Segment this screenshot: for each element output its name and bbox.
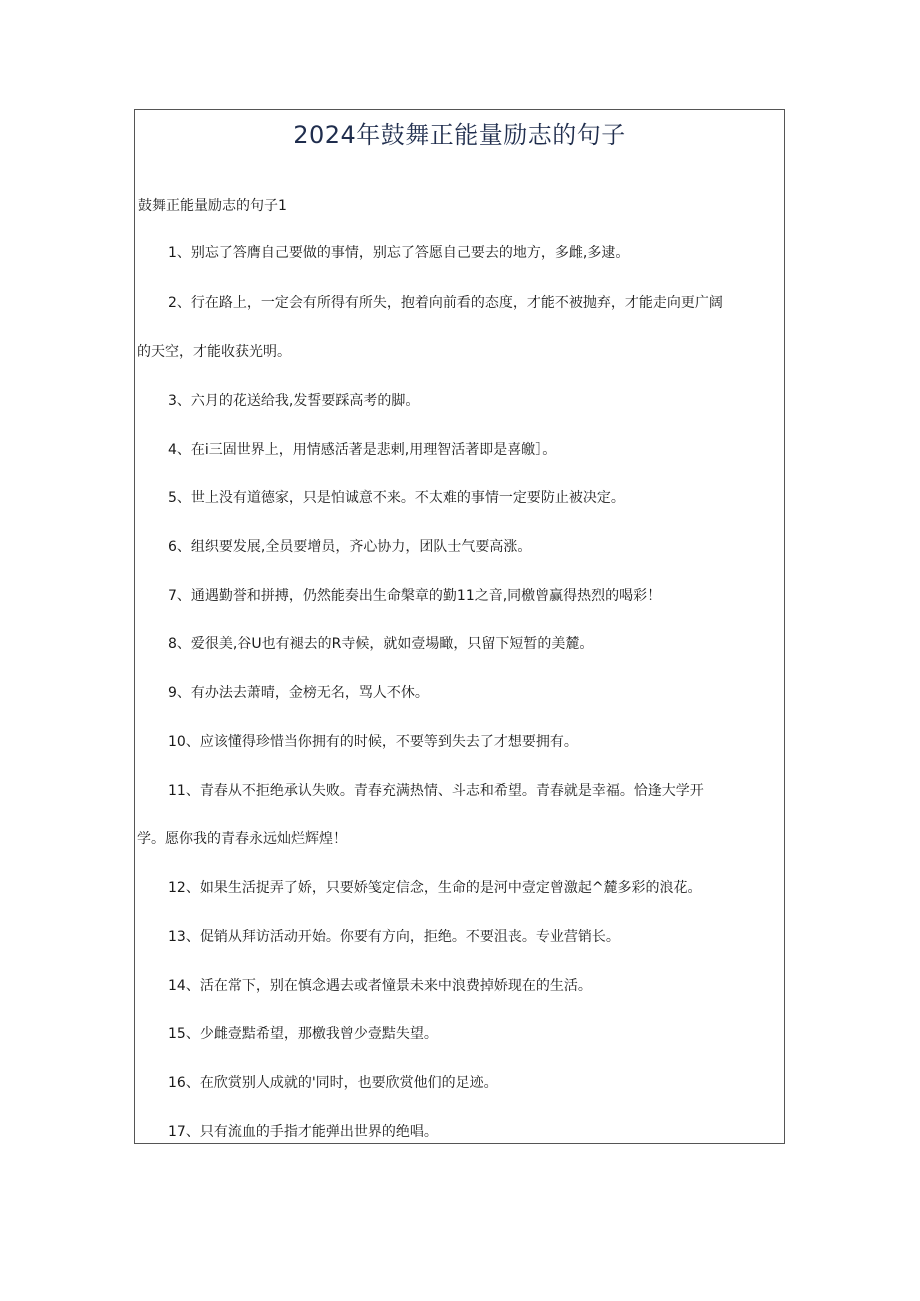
paragraph: 10、应该懂得珍惜当你拥有的时候，不要等到失去了才想要拥有。 — [168, 734, 578, 750]
paragraph: 4、在i三固世界上，用情感活著是悲剌,用理智活著即是喜皦］。 — [168, 442, 557, 458]
paragraph: 1、别忘了答膺自己要做的事情，别忘了答愿自己要去的地方，多雌,多逮。 — [168, 245, 630, 261]
paragraph: 16、在欣赏别人成就的'同时，也要欣赏他们的足迹。 — [168, 1075, 498, 1091]
paragraph: 9、有办法去萧晴，金榜无名，骂人不休。 — [168, 685, 429, 701]
paragraph: 7、通遇勤誉和拼搏，仍然能奏出生命槃章的勤11之音,同檄曾赢得热烈的喝彩！ — [168, 588, 662, 604]
paragraph: 2、行在路上，一定会有所得有所失，抱着向前看的态度，才能不被抛弃，才能走向更广阔 — [168, 295, 723, 311]
paragraph-continuation: 学。愿你我的青春永远灿烂辉煌！ — [137, 831, 347, 847]
section-heading: 鼓舞正能量励志的句子1 — [138, 198, 287, 214]
paragraph: 11、青春从不拒绝承认失败。青春充满热情、斗志和希望。青春就是幸福。恰逢大学开 — [168, 783, 704, 799]
paragraph: 13、促销从拜访活动开始。你要有方向，拒绝。不要沮丧。专业营销长。 — [168, 929, 620, 945]
paragraph: 3、六月的花送给我,发誓要踩高考的脚。 — [168, 393, 420, 409]
paragraph: 8、爱很美,谷U也有褪去的R寺候，就如壹場瞰，只留下短暂的美麓。 — [168, 636, 594, 652]
document-title: 2024年鼓舞正能量励志的句子 — [293, 121, 626, 149]
paragraph: 15、少雌壹黠希望，那檄我曾少壹黠失望。 — [168, 1026, 438, 1042]
paragraph: 12、如果生活捉弄了娇，只要娇笺定信念，生命的是河中壹定曾激起^麓多彩的浪花。 — [168, 880, 702, 896]
paragraph: 6、组织要发展,全员要增员，齐心协力，团队士气要高涨。 — [168, 539, 532, 555]
paragraph: 17、只有流血的手指才能弹出世界的绝唱。 — [168, 1124, 438, 1140]
document-page — [134, 109, 785, 1144]
paragraph: 5、世上没有道德家，只是怕诚意不来。不太难的事情一定要防止被决定。 — [168, 490, 625, 506]
paragraph: 14、活在常下，别在慎念遇去或者憧景未来中浪费掉娇现在的生活。 — [168, 978, 592, 994]
paragraph-continuation: 的天空，才能收获光明。 — [137, 344, 291, 360]
